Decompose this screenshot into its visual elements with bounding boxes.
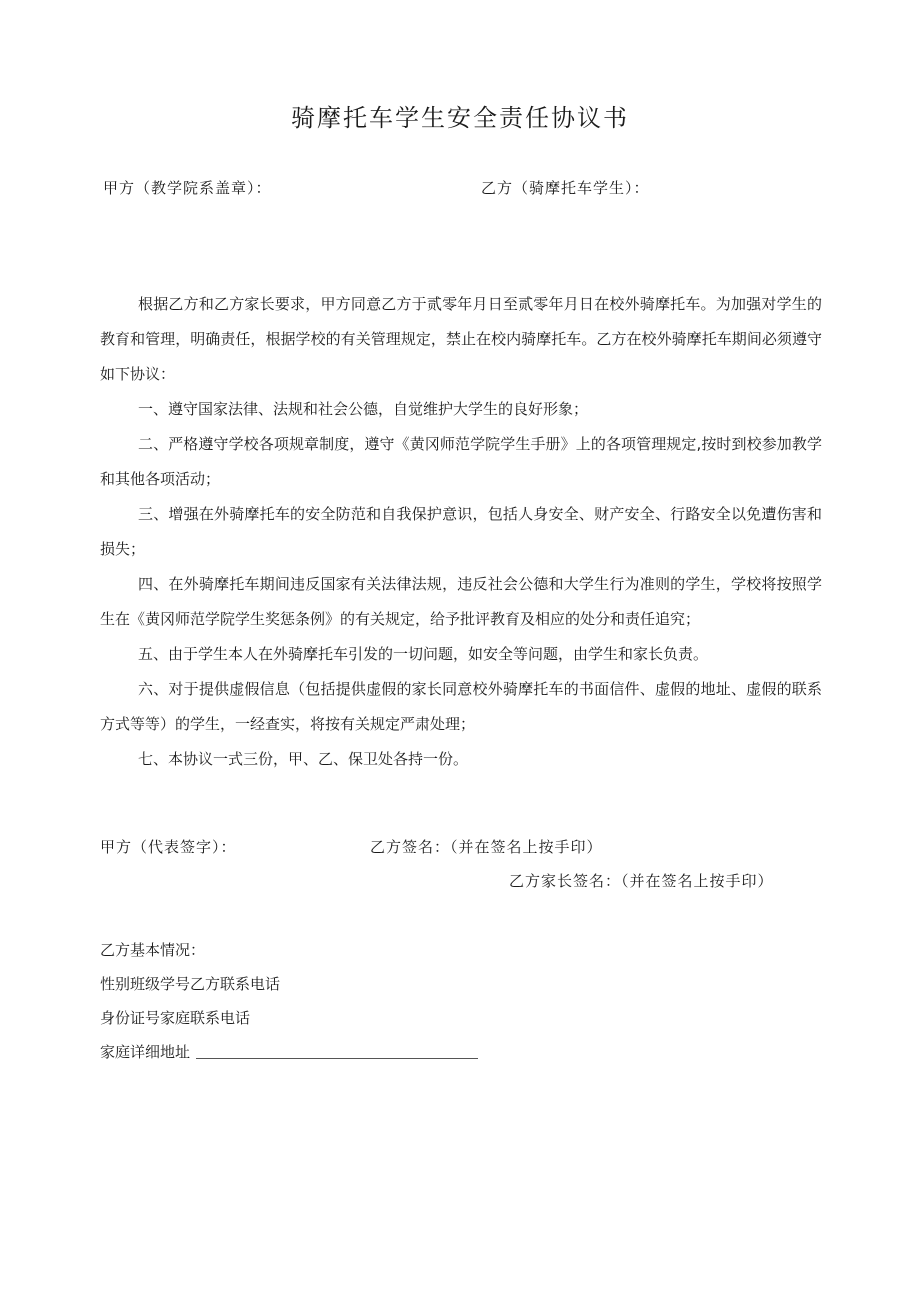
party-a-signature-label: 甲方（代表签字）： bbox=[100, 838, 237, 856]
info-row-address bbox=[100, 1041, 478, 1062]
address-blank-line bbox=[196, 1044, 478, 1059]
paragraph-item-3: 三、增强在外骑摩托车的安全防范和自我保护意识，包括人身安全、财产安全、行路安全以免遭伤害和损失； bbox=[100, 505, 822, 558]
paragraph-item-2: 二、严格遵守学校各项规章制度，遵守《黄冈师范学院学生手册》上的各项管理规定,按时到校参加教学和其他各项活动； bbox=[100, 435, 822, 488]
party-b-signature-label: 乙方签名：（并在签名上按手印） bbox=[370, 838, 603, 856]
paragraph-item-6: 六、对于提供虚假信息（包括提供虚假的家长同意校外骑摩托车的书面信件、虚假的地址、虚假的联系方式等等）的学生，一经查实，将按有关规定严肃处理； bbox=[100, 680, 822, 733]
info-heading: 乙方基本情况： bbox=[100, 941, 206, 959]
paragraph-item-1: 一、遵守国家法律、法规和社会公德，自觉维护大学生的良好形象； bbox=[138, 400, 589, 418]
party-a-label: 甲方（教学院系盖章）： bbox=[103, 179, 272, 197]
document-title: 骑摩托车学生安全责任协议书 bbox=[291, 104, 629, 132]
address-label: 家庭详细地址 bbox=[100, 1043, 191, 1061]
paragraph-item-4: 四、在外骑摩托车期间违反国家有关法律法规，违反社会公德和大学生行为准则的学生，学校将按照学生在《黄冈师范学院学生奖惩条例》的有关规定，给予批评教育及相应的处分和责任追究； bbox=[100, 575, 822, 628]
parent-signature-label: 乙方家长签名：（并在签名上按手印） bbox=[509, 872, 774, 890]
agreement-body bbox=[100, 287, 822, 777]
info-row-idcard-family-phone: 身份证号家庭联系电话 bbox=[100, 1009, 251, 1027]
party-b-label: 乙方（骑摩托车学生）： bbox=[481, 179, 650, 197]
info-row-gender-class-id-phone: 性别班级学号乙方联系电话 bbox=[100, 975, 281, 993]
paragraph-intro: 根据乙方和乙方家长要求，甲方同意乙方于贰零年月日至贰零年月日在校外骑摩托车。为加强对学生的教育和管理，明确责任，根据学校的有关管理规定，禁止在校内骑摩托车。乙方在校外骑摩托车期间必须遵守如下协议： bbox=[100, 295, 822, 383]
paragraph-item-7: 七、本协议一式三份，甲、乙、保卫处各持一份。 bbox=[138, 750, 469, 768]
paragraph-item-5: 五、由于学生本人在外骑摩托车引发的一切问题，如安全等问题，由学生和家长负责。 bbox=[138, 645, 709, 663]
